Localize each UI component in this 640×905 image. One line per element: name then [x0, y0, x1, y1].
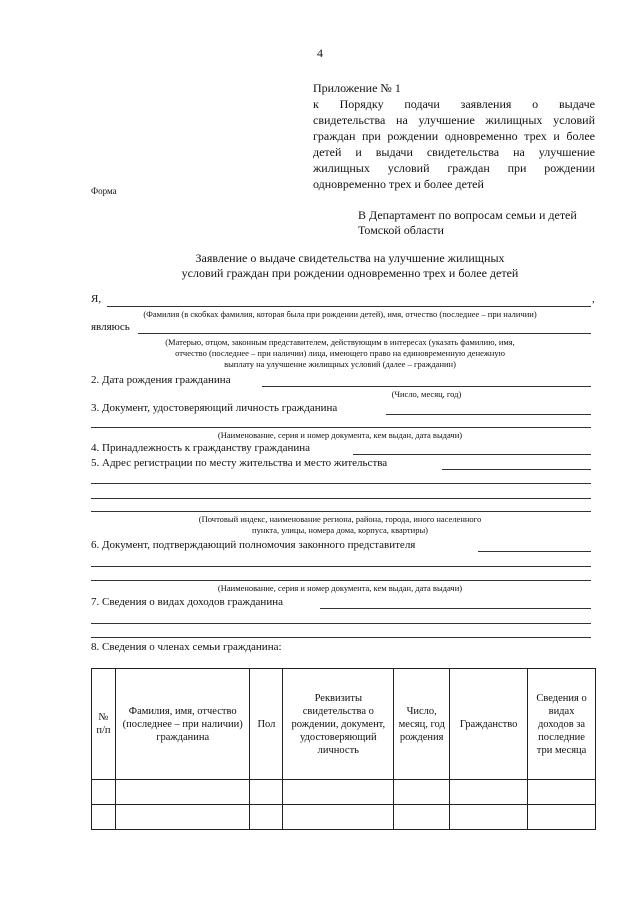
role-caption-line: (Матерью, отцом, законным представителем, действующим в интересах (указать фамилию, имя, [165, 337, 515, 347]
table-cell[interactable] [394, 805, 450, 830]
table-cell[interactable] [450, 805, 528, 830]
column-header-number: № п/п [92, 669, 116, 780]
authority-doc-field-3[interactable] [91, 580, 591, 581]
form-label: Форма [91, 186, 117, 196]
column-header-documents: Реквизиты свидетельства о рождении, документ, удостоверяющий личность [283, 669, 394, 780]
identity-doc-field-2[interactable] [91, 427, 591, 428]
authority-doc-caption: (Наименование, серия и номер документа, кем выдан, дата выдачи) [217, 583, 463, 593]
address-caption-line: пункта, улицы, номера дома, корпуса, квартиры) [252, 525, 428, 535]
role-caption-line: отчество (последнее – при наличии) лица, имеющего право на единовременную денежную [175, 348, 505, 358]
table-cell[interactable] [394, 780, 450, 805]
address-caption [80, 514, 600, 536]
page-number: 4 [317, 46, 323, 60]
annex-description [313, 96, 595, 192]
applicant-suffix: , [592, 293, 595, 305]
annex-line: жилищных условий граждан при рождении [313, 161, 595, 175]
citizenship-label: 4. Принадлежность к гражданству гражданина [91, 442, 311, 454]
role-caption [80, 337, 600, 370]
role-field[interactable] [138, 333, 591, 334]
table-row [92, 805, 596, 830]
birth-date-field[interactable] [262, 386, 591, 387]
role-label: являюсь [91, 321, 130, 333]
identity-doc-label: 3. Документ, удостоверяющий личность гражданина [91, 402, 338, 414]
identity-doc-caption: (Наименование, серия и номер документа, кем выдан, дата выдачи) [217, 430, 463, 440]
table-cell[interactable] [250, 780, 283, 805]
income-label: 7. Сведения о видах доходов гражданина [91, 596, 283, 608]
table-cell[interactable] [92, 805, 116, 830]
table-cell[interactable] [283, 805, 394, 830]
annex-block [313, 80, 595, 192]
annex-line: к Порядку подачи заявления о выдаче [313, 97, 595, 111]
column-header-birth-date: Число, месяц, год рождения [394, 669, 450, 780]
annex-line: свидетельства на улучшение жилищных условий [313, 113, 595, 127]
table-header-row [92, 669, 596, 780]
column-header-income: Сведения о видах доходов за последние три месяца [528, 669, 596, 780]
addressee-line: Томской области [358, 223, 444, 237]
address-field-4[interactable] [91, 511, 591, 512]
annex-line: одновременно трех и более детей [313, 177, 484, 191]
addressee-line: В Департамент по вопросам семьи и детей [358, 208, 577, 222]
address-field[interactable] [442, 469, 591, 470]
addressee [358, 208, 598, 238]
applicant-name-field[interactable] [107, 306, 591, 307]
role-caption-line: выплату на улучшение жилищных условий (далее – гражданин) [224, 359, 456, 369]
citizenship-field[interactable] [353, 454, 591, 455]
title-line: условий граждан при рождении одновременно трех и более детей [181, 266, 519, 280]
table-cell[interactable] [250, 805, 283, 830]
table-cell[interactable] [528, 780, 596, 805]
table-cell[interactable] [115, 805, 250, 830]
family-label: 8. Сведения о членах семьи гражданина: [91, 641, 282, 653]
table-cell[interactable] [115, 780, 250, 805]
column-header-full-name: Фамилия, имя, отчество (последнее – при наличии) гражданина [115, 669, 250, 780]
income-field[interactable] [320, 608, 591, 609]
title-line: Заявление о выдаче свидетельства на улучшение жилищных [195, 251, 505, 265]
income-field-2[interactable] [91, 623, 591, 624]
income-field-3[interactable] [91, 637, 591, 638]
birth-date-caption: (Число, месяц, год) [391, 389, 462, 399]
birth-date-label: 2. Дата рождения гражданина [91, 374, 231, 386]
family-members-table [91, 668, 596, 830]
address-field-3[interactable] [91, 498, 591, 499]
applicant-prefix: Я, [91, 293, 102, 305]
authority-doc-field[interactable] [478, 551, 591, 552]
document-title [110, 251, 590, 281]
applicant-caption: (Фамилия (в скобках фамилия, которая была при рождении детей), имя, отчество (последнее – при наличии) [143, 309, 537, 319]
annex-title: Приложение № 1 [313, 81, 401, 95]
column-header-sex: Пол [250, 669, 283, 780]
table-row [92, 780, 596, 805]
address-field-2[interactable] [91, 483, 591, 484]
identity-doc-field[interactable] [386, 414, 591, 415]
table-cell[interactable] [528, 805, 596, 830]
table-cell[interactable] [450, 780, 528, 805]
address-label: 5. Адрес регистрации по месту жительства и место жительства [91, 457, 388, 469]
column-header-citizenship: Гражданство [450, 669, 528, 780]
table-cell[interactable] [92, 780, 116, 805]
authority-doc-label: 6. Документ, подтверждающий полномочия законного представителя [91, 539, 416, 551]
address-caption-line: (Почтовый индекс, наименование региона, района, города, иного населенного [198, 514, 482, 524]
annex-line: детей и выдачи свидетельства на улучшение [313, 145, 595, 159]
table-cell[interactable] [283, 780, 394, 805]
authority-doc-field-2[interactable] [91, 566, 591, 567]
annex-line: граждан при рождении одновременно трех и более [313, 129, 595, 143]
